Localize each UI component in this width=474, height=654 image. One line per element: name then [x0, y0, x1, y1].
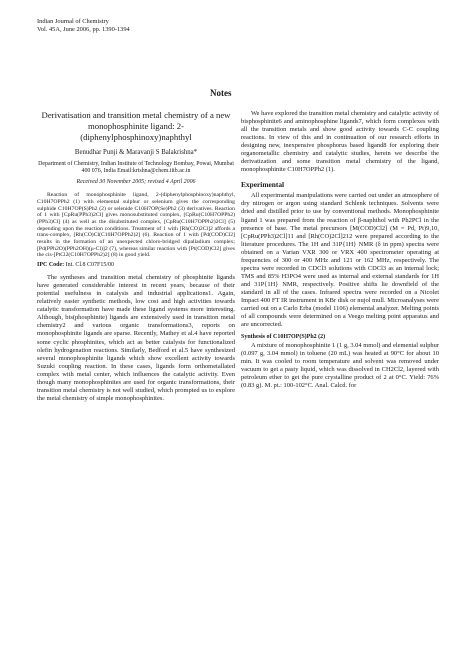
synthesis-heading: Synthesis of C10H7OP(S)Ph2 (2): [241, 334, 326, 341]
journal-header: [37, 18, 130, 34]
intro-paragraph: The syntheses and transition metal chemistry of phosphinite ligands have generated considerable interest in recent years, because of their potential usefulness in catalysis and industrial applications1. Again, relatively easier synthetic methods, low cost and high activities towards catalytic transformation have made these ligand systems more interesting. Although, bis(phosphinite) ligands are extensively used in transition metal chemistry2 and various organic transformations3, reports on monophosphinite ligands are sparse. Recently, Mathey et al.4 have reported some cyclic phosphinites, which act as better catalysts for functionalized olefin hydrogenation reactions. Similarly, Bedford et al.5 have synthesized several monophosphinite ligands which show excellent activity towards Suzuki coupling reaction. In these cases, ligands form orthometallated complex with metal center, which influences the catalytic activity. Even though many monophosphinites are used for organic transformations, their transition metal chemistry is not well studied, which prompted us to explore the metal chemistry of simple monophosphinites.: [37, 274, 235, 402]
abstract: Reaction of monophosphinite ligand, 2-(diphenylphosphinoxy)naphthyl, C10H7OPPh2 (1) with elemental sulphur or selenium gives the corresponding sulphide C10H7OP(S)Ph2 (2) or selenide C10H7OP(Se)Ph2 (3) derivatives. Reaction of 1 with [CpRu(PPh3)2Cl] gives monosubstituted complex, [CpRu(C10H7OPPh2)(PPh3)Cl] (4) as well as the disubstituted complex, [CpRu(C10H7OPPh2)2Cl] (5) depending upon the reaction conditions. Treatment of 1 with [Rh(CO)2Cl]2 affords a trans-complex, [Rh(CO)Cl(C10H7OPPh2)2] (6). Reaction of 1 with [Pd(COD)Cl2] results in the formation of an unexpected chloro-bridged dipalladium complex; [Pd(PPh2O)(PPh2OH)(μ-Cl)]2 (7), whereas similar reaction with [Pt(COD)Cl2] gives the cis-[PtCl2(C10H7OPPh2)2] (8) in good yield.: [37, 192, 235, 259]
synthesis-paragraph: A mixture of monophosphinite 1 (1 g, 3.04 mmol) and elemental sulphur (0.097 g, 3.04 mmol) in toluene (20 mL) was heated at 90°C for about 10 min. It was cooled to room temperature and solvent was removed under vacuum to get a pasty liquid, which was dissolved in CH2Cl2, layered with petroleum ether to get the pure crystalline product of 2 at 0°C. Yield: 76% (0.83 g). M. pt.: 100-102°C. Anal. Calcd. for: [241, 342, 439, 390]
ipc-code: [37, 262, 235, 268]
article-title: Derivatisation and transition metal chemistry of a new monophosphinite ligand: 2-(diphenylphosphinoxy)naphthyl: [41, 110, 231, 142]
journal-name: Indian Journal of Chemistry: [37, 18, 109, 25]
intro-paragraph-continued: We have explored the transition metal chemistry and catalytic activity of bisphosphinite6 and aminophosphine ligands7, which form complexes with all the transition metals and show good activity towards C-C coupling reactions. In view of this and in continuation of our research efforts in designing new, inexpensive phosphorus based ligand8 for exploring their organometallic chemistry and catalytic studies, herein we describe the derivatization and some transition metal chemistry of the ligand, monophosphinite C10H7OPPh2 (1).: [241, 110, 439, 174]
experimental-paragraph: All experimental manipulations were carried out under an atmosphere of dry nitrogen or argon using standard Schlenk techniques. Solvents were dried and distilled prior to use by conventional methods. Monophosphinite ligand 1 was prepared from the reaction of β-naphthol with Ph2PCl in the presence of base. The metal precursors [M(COD)Cl2] (M = Pd, Pt)9,10, [CpRu(PPh3)2Cl]11 and [Rh(CO)2Cl]212 were prepared according to the literature procedures. The 1H and 31P{1H} NMR (δ in ppm) spectra were obtained on a Varian VXR 300 or VRX 400 spectrometer operating at frequencies of 300 or 400 MHz and 121 or 162 MHz, respectively. The spectra were recorded in CDCl3 solutions with CDCl3 as an internal lock; TMS and 85% H3PO4 were used as internal and external standards for 1H and 31P{1H} NMR, respectively. Positive shifts lie downfield of the standard in all of the cases. Infrared spectra were recorded on a Nicolet Impact 400 FT IR instrument in KBr disk or nujol mull. Microanalyses were carried out on a Carlo Erba (model 1106) elemental analyzer. Melting points of all compounds were determined on a Veego melting point apparatus and are uncorrected.: [241, 192, 439, 329]
journal-volume: Vol. 45A, June 2006, pp. 1390-1394: [37, 26, 130, 33]
ipc-label: IPC Code:: [37, 262, 65, 269]
ipc-value: Int. Cl.8 C07F15/00: [65, 262, 115, 269]
experimental-heading: Experimental: [241, 180, 285, 190]
right-column: [241, 110, 439, 390]
left-column: [37, 110, 235, 403]
received-dates: Received 30 November 2005; revised 4 April 2006: [76, 179, 196, 186]
author-affiliation: Department of Chemistry, Indian Institute of Technology Bombay, Powai, Mumbai 400 076, India Email:krishna@chem.iitb.ac.in: [38, 160, 234, 174]
notes-heading: Notes: [210, 88, 232, 98]
article-authors: Benudhar Punji & Maravanji S Balakrishna*: [74, 149, 198, 156]
